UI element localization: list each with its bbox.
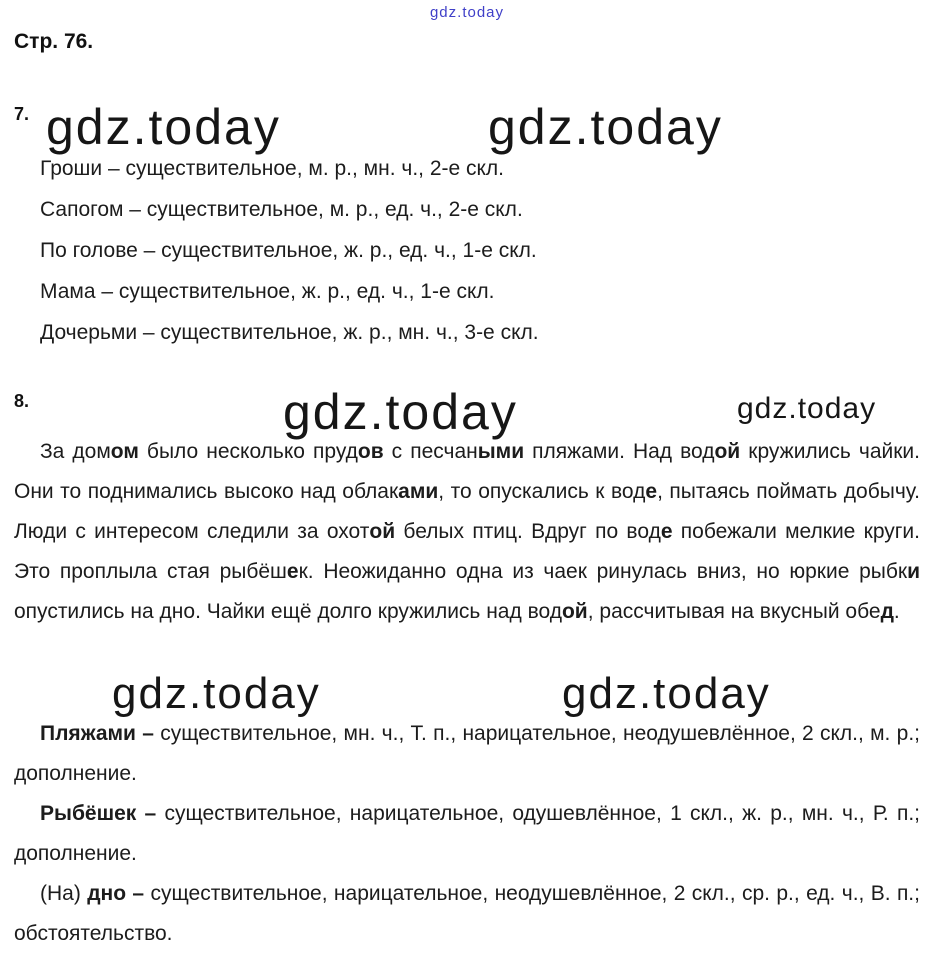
- watermark-7-left: gdz.today: [46, 99, 281, 155]
- watermark-8-center: gdz.today: [283, 384, 518, 440]
- section-8-analysis: [14, 714, 920, 954]
- watermark-8-right: gdz.today: [737, 392, 877, 425]
- section-8-number: 8.: [14, 391, 30, 411]
- analysis-entry: (На) дно – существительное, нарицательное, неодушевлённое, 2 скл., ср. р., ед. ч., В. п.; обстоятельство.: [14, 882, 920, 945]
- analysis-entry: Пляжами – существительное, мн. ч., Т. п., нарицательное, неодушевлённое, 2 скл., м. р.; дополнение.: [14, 722, 921, 785]
- answer-line: Сапогом – существительное, м. р., ед. ч., 2-е скл.: [40, 198, 523, 221]
- answer-line: Мама – существительное, ж. р., ед. ч., 1-е скл.: [40, 280, 495, 303]
- page-title: Стр. 76.: [14, 30, 94, 53]
- site-watermark-top: gdz.today: [429, 4, 505, 21]
- section-8-text: За домом было несколько прудов с песчаными пляжами. Над водой кружились чайки. Они то поднимались высоко над облаками, то опускались к воде, пытаясь поймать добычу. Люди с интересом следили за охотой белых птиц. Вдруг по воде побежали мелкие круги. Это проплыла стая рыбёшек. Неожиданно одна из чаек ринулась вниз, но юркие рыбки опустились на дно. Чайки ещё долго кружились над водой, рассчитывая на вкусный обед.: [14, 440, 921, 623]
- watermark-7-right: gdz.today: [488, 99, 723, 155]
- answer-line: По голове – существительное, ж. р., ед. ч., 1-е скл.: [40, 239, 537, 262]
- section-7-answers: [40, 148, 920, 353]
- section-7-number: 7.: [14, 104, 30, 124]
- analysis-entry: Рыбёшек – существительное, нарицательное, одушевлённое, 1 скл., ж. р., мн. ч., Р. п.; дополнение.: [14, 802, 920, 865]
- answer-line: Дочерьми – существительное, ж. р., мн. ч., 3-е скл.: [40, 321, 539, 344]
- answer-line: Гроши – существительное, м. р., мн. ч., 2-е скл.: [40, 157, 505, 180]
- watermark-bottom-left: gdz.today: [112, 669, 321, 718]
- watermark-bottom-right: gdz.today: [562, 669, 771, 718]
